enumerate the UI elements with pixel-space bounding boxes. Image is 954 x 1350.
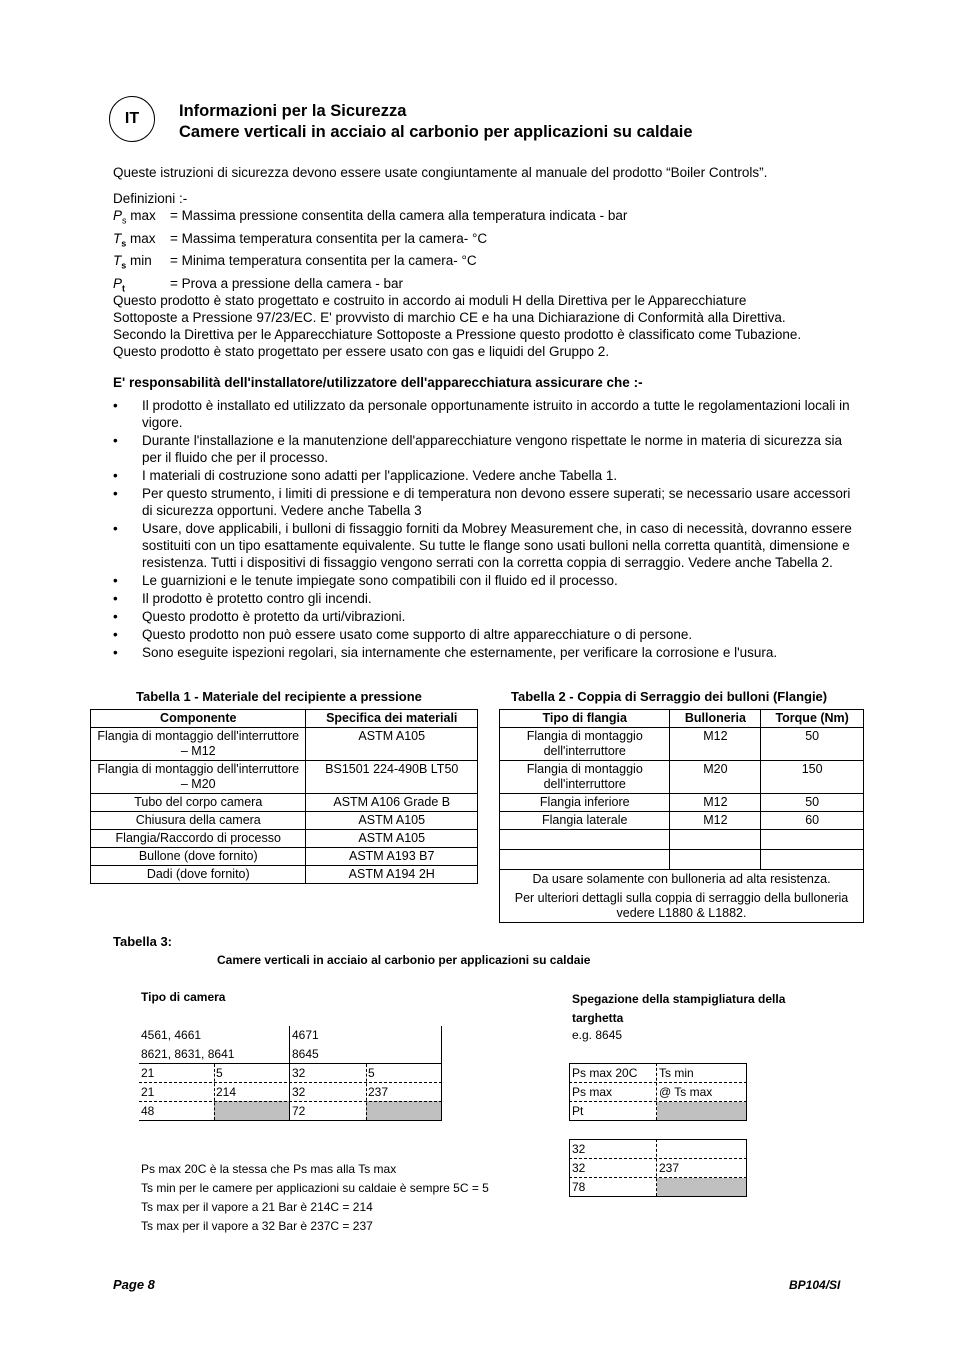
language-badge: IT xyxy=(109,96,155,142)
table-row: Dadi (dove fornito) ASTM A194 2H xyxy=(91,866,478,884)
table2-caption: Tabella 2 - Coppia di Serraggio dei bulloni (Flangie) xyxy=(511,689,828,704)
table-row: Bullone (dove fornito) ASTM A193 B7 xyxy=(91,848,478,866)
table-row: Flangia di montaggio dell'interruttore – M12 ASTM A105 xyxy=(91,728,478,761)
list-item: • Durante l'installazione e la manutenzione dell'apparecchiature vengono rispettate le norme in materia di sicurezza sia per il fluido che per il processo. xyxy=(113,433,843,465)
table-row: Chiusura della camera ASTM A105 xyxy=(91,812,478,830)
table-row xyxy=(500,850,864,870)
list-item: • Usare, dove applicabili, i bulloni di fissaggio forniti da Mobrey Measurement che, in caso di necessità, dovranno essere sostituiti con un tipo esattamente equivalente. Su tutte le flange sono usati bulloni nella corretta quantità, dimensione e resistenza. Tutti i dispositivi di fissaggio vengono serrati con la corretta coppia di serraggio. Vedere anche Tabella 2. xyxy=(113,521,852,570)
responsibility-list xyxy=(113,397,858,662)
table-row: Flangia di montaggio dell'interruttore M12 50 xyxy=(500,728,864,761)
title-line-2: Camere verticali in acciaio al carbonio per applicazioni su caldaie xyxy=(179,123,693,141)
table3-left-heading: Tipo di camera xyxy=(141,990,226,1004)
table3-notes: Ps max 20C è la stessa che Ps mas alla Ts max Ts min per le camere per applicazioni su caldaie è sempre 5C = 5 Ts max per il vapore a 21 Bar è 214C = 214 Ts max per il vapore a 32 Bar è 237C = 237 xyxy=(141,1162,489,1233)
table2: Tipo di flangia Bulloneria Torque (Nm) Flangia di montaggio dell'interruttore M12 50 Flangia di montaggio dell'interruttore M20 150 Flangia inferiore M12 50 Flangia laterale M12 60 Da usare solamente con bulloneria ad alta resistenza. Per ulteriori dettagli sulla coppia di serraggio della bulloneria vedere L1880 & L1882. xyxy=(499,709,864,923)
definitions xyxy=(113,190,627,298)
shaded-cell xyxy=(657,1102,746,1120)
list-item: • Questo prodotto è protetto da urti/vibrazioni. xyxy=(113,609,406,624)
table-row: Flangia di montaggio dell'interruttore M20 150 xyxy=(500,761,864,794)
table-row: Flangia di montaggio dell'interruttore – M20 BS1501 224-490B LT50 xyxy=(91,761,478,794)
table-row: Flangia inferiore M12 50 xyxy=(500,794,864,812)
shaded-cell xyxy=(214,1101,290,1120)
title-line-1: Informazioni per la Sicurezza xyxy=(179,102,407,120)
shaded-cell xyxy=(657,1178,746,1196)
definition-row: $P_s$ max = Massima pressione consentita della camera alla temperatura indicata - bar xyxy=(113,208,628,226)
table3-example: e.g. 8645 xyxy=(572,1028,623,1042)
table-note: Da usare solamente con bulloneria ad alta resistenza. Per ulteriori dettagli sulla coppia di serraggio della bulloneria vedere L1880 & L1882. xyxy=(500,870,864,923)
definition-row: $T_s$ min = Minima temperatura consentita per la camera- °C xyxy=(113,253,477,272)
table1-caption: Tabella 1 - Materiale del recipiente a pressione xyxy=(136,689,422,704)
list-item: • I materiali di costruzione sono adatti per l'applicazione. Vedere anche Tabella 1. xyxy=(113,468,618,483)
list-item: • Per questo strumento, i limiti di pressione e di temperatura non devono essere superati; se necessario usare accessori di sicurezza opportuni. Vedere anche Tabella 3 xyxy=(113,486,851,518)
list-item: • Sono eseguite ispezioni regolari, sia internamente che esternamente, per verificare la corrosione e l'usura. xyxy=(113,645,778,660)
definitions-heading: Definizioni :- xyxy=(113,191,188,206)
table1: Componente Specifica dei materiali Flangia di montaggio dell'interruttore – M12 ASTM A105 Flangia di montaggio dell'interruttore – M20 BS1501 224-490B LT50 Tubo del corpo camera ASTM A106 Grade B Chiusura della camera ASTM A105 Flangia/Raccordo di processo ASTM A105 Bullone (dove fornito) ASTM A193 B7 Dadi (dove fornito) ASTM A194 2H xyxy=(90,709,478,884)
definition-row: $T_s$ max = Massima temperatura consentita per la camera- °C xyxy=(113,230,488,249)
table3-right-heading: Spegazione della stampigliatura della targhetta xyxy=(572,992,786,1025)
table-row xyxy=(500,830,864,850)
shaded-cell xyxy=(366,1101,441,1120)
table-row: Tubo del corpo camera ASTM A106 Grade B xyxy=(91,794,478,812)
list-item: • Le guarnizioni e le tenute impiegate sono compatibili con il fluido ed il processo. xyxy=(113,573,618,588)
intro-text: Queste istruzioni di sicurezza devono essere usate congiuntamente al manuale del prodotto “Boiler Controls”. xyxy=(113,165,768,180)
document-code: BP104/SI xyxy=(789,1278,841,1292)
page-title xyxy=(179,101,693,143)
list-item: • Il prodotto è protetto contro gli incendi. xyxy=(113,591,372,606)
list-item: • Questo prodotto non può essere usato come supporto di altre apparecchiature o di persone. xyxy=(113,627,693,642)
conformity-paragraph: Questo prodotto è stato progettato e costruito in accordo ai moduli H della Direttiva per le Apparecchiature Sottoposte a Pressione 97/23/EC. E' provvisto di marchio CE e ha una Dichiarazione di Conformità alla Direttiva. Secondo la Direttiva per le Apparecchiature Sottoposte a Pressione questo prodotto è classificato come Tubazione. Questo prodotto è stato progettato per essere usato con gas e liquidi del Gruppo 2. xyxy=(113,293,802,359)
definition-row: $P_t$ = Prova a pressione della camera - bar xyxy=(113,276,403,294)
table-row: Flangia/Raccordo di processo ASTM A105 xyxy=(91,830,478,848)
table3-label: Tabella 3: xyxy=(113,934,173,949)
table3-subtitle: Camere verticali in acciaio al carbonio per applicazioni su caldaie xyxy=(217,953,591,967)
page-number: Page 8 xyxy=(113,1277,155,1292)
table-row: Flangia laterale M12 60 xyxy=(500,812,864,830)
responsibility-heading: E' responsabilità dell'installatore/utilizzatore dell'apparecchiatura assicurare che :- xyxy=(113,375,643,390)
list-item: • Il prodotto è installato ed utilizzato da personale opportunamente istruito in accordo a tutte le regolamentazioni locali in vigore. xyxy=(113,398,850,430)
